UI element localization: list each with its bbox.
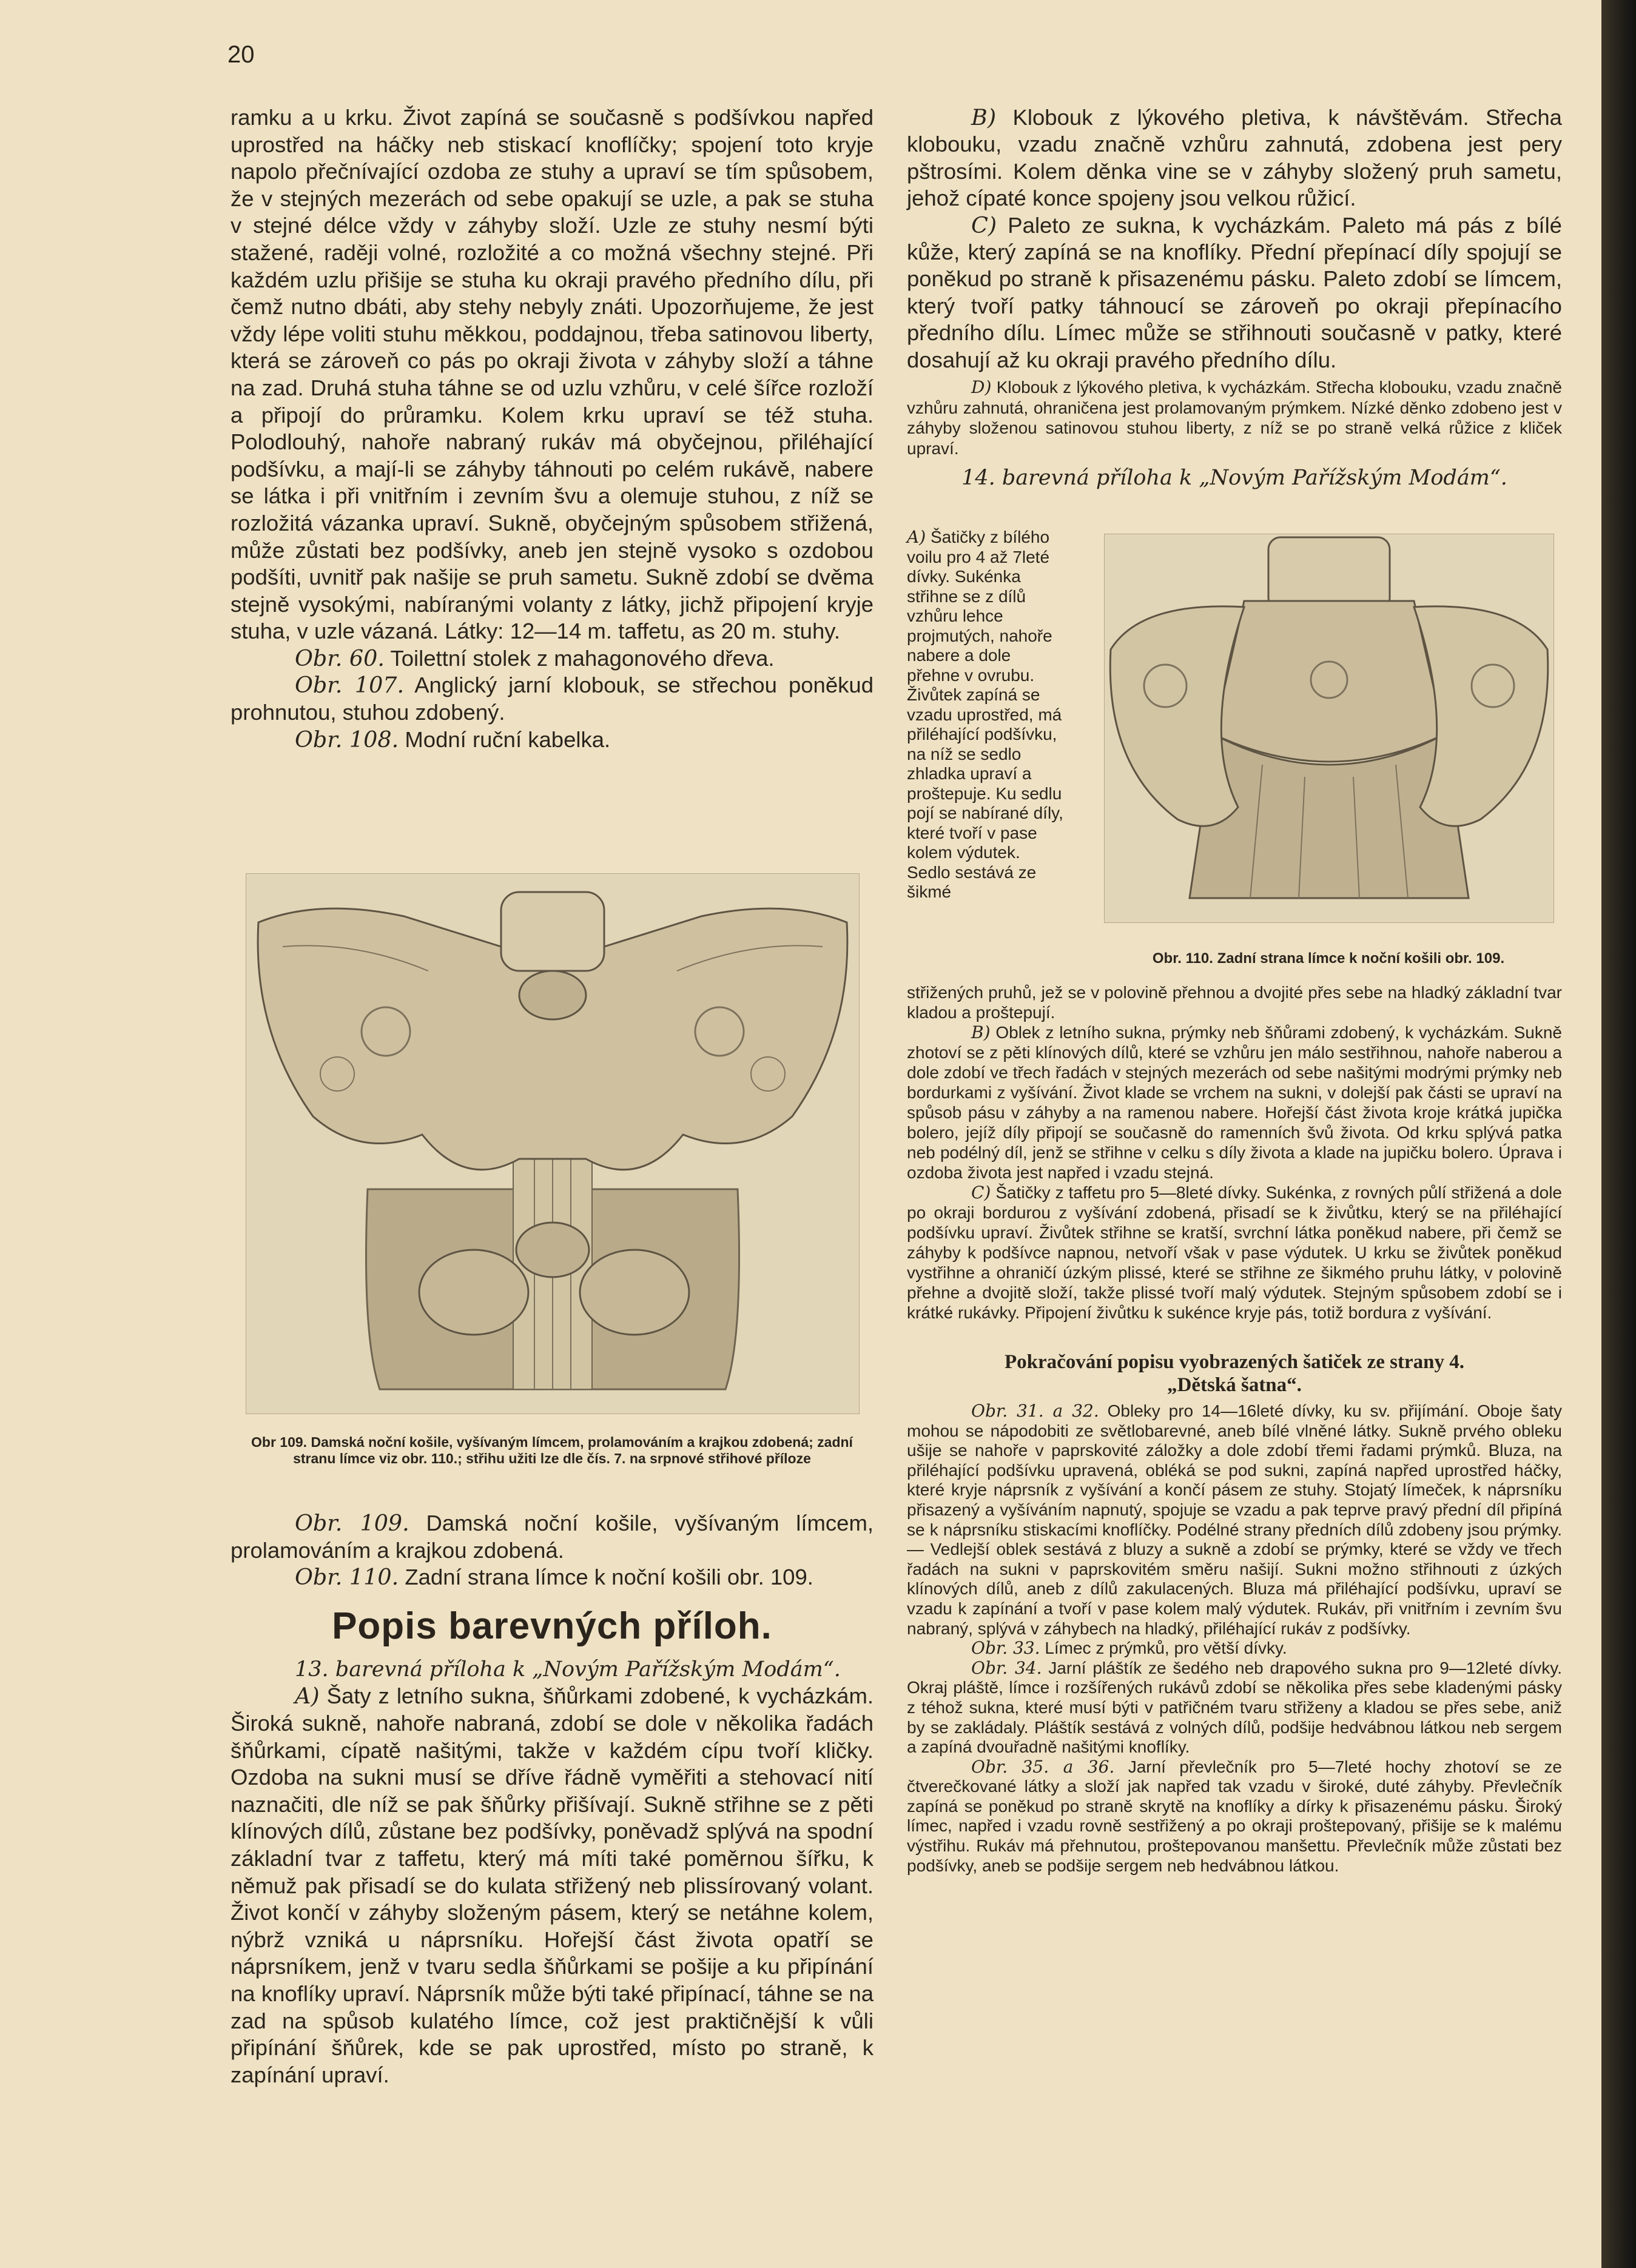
left-column-lower bbox=[231, 1510, 874, 2089]
paragraph-obr34 bbox=[907, 1659, 1562, 1757]
page-number: 20 bbox=[227, 41, 255, 68]
paragraph-13C-label: C) bbox=[971, 212, 997, 238]
obr35-text: Jarní převlečník pro 5—7leté hochy zhotoví se ze čtverečkované látky a složí jak napřed tak vzadu v široké, duté záhyby. Převlečník zapíná se poněkud po straně skrytě na knoflíky a dírky k přisazenému pásku. Široký límec, napřed i vzadu rovně sestřižený a po okraji proštepovaný, přišije se k malému výstřihu. Rukáv má přehnutou, proštepovanou manšettu. Převlečník může zůstati bez podšívky, aneb se podšije sergem neb hedvábnou látkou. bbox=[907, 1757, 1563, 1875]
narrow-text-14A bbox=[907, 528, 1068, 902]
caption-ref-obr60 bbox=[231, 645, 874, 673]
paragraph-13C-text: Paleto ze sukna, k vycházkám. Paleto má pás z bílé kůže, který zapíná se na knoflíky. Přední přepínací díly spojují se poněkud po straně k přisazenému pásku. Paleto zdobí se límcem, který tvoří patky táhnoucí se zároveň po okraji přepínacího předního dílu. Límec může se střihnouti současně v patky, které dosahují až ku okraji pravého předního dílu. bbox=[907, 212, 1562, 372]
paragraph-14A-narrow-text: Šatičky z bílého voilu pro 4 až 7leté dívky. Sukénka střihne se z dílů vzhůru lehce projmutých, nahoře nabere a dole přehne v ovrubu. Živůtek zapíná se vzadu uprostřed, má přiléhající podšívku, na níž se sedlo zhladka upraví a proštepuje. Ku sedlu pojí se nabírané díly, které tvoří v pase kolem výdutek. Sedlo sestává ze šikmé bbox=[907, 528, 1063, 901]
paragraph-13B-text: Klobouk z lýkového pletiva, k návštěvám. Střecha klobouku, vzadu značně vzhůru zahnutá, zdobena jest pery pštrosími. Kolem děnka vine se v záhyby složený pruh sametu, jehož cípaté konce spojeny jsou velkou růžicí. bbox=[907, 105, 1562, 211]
obr110-text: Zadní strana límce k noční košili obr. 109. bbox=[405, 1565, 813, 1590]
figure-110-caption-text: Obr. 110. Zadní strana límce k noční košili obr. 109. bbox=[1152, 950, 1505, 967]
heading-continuation: Pokračování popisu vyobrazených šatiček ze strany 4. bbox=[1004, 1351, 1465, 1373]
paragraph-obr31-32 bbox=[907, 1401, 1562, 1639]
obr107-text: Anglický jarní klobouk, se střechou poněkud prohnutou, stuhou zdobený. bbox=[231, 673, 874, 725]
obr110-label: Obr. 110. bbox=[295, 1564, 399, 1591]
paragraph-14C-text: Šatičky z taffetu pro 5—8leté dívky. Sukénka, z rovných půlí střižená a dole po okraji bordurou z vyšívání zdobená, přisadí se k živůtku, který se na přiléhající podšívku upraví. Živůtek střihne se kratší, svrchní látka poněkud nabere, při čemž se záhyby k podšívce napnou, netvoří však v pase výdutek. U krku se živůtek poněkud vystřihne a ohraničí úzkým plissé, které se střihne ze šikmého pruhu látky, v polovině přehne a dvojitě složí, takže plissé tvoří malý výdutek. Stejným spůsobem zdobí se i krátké rukávky. Připojení živůtku k sukénce kryje pás, totiž bordura z vyšívání. bbox=[907, 1183, 1562, 1322]
obr35-label: Obr. 35. a 36. bbox=[971, 1756, 1115, 1777]
paragraph-14C bbox=[907, 1183, 1562, 1323]
subheading-14: 14. barevná příloha k „Novým Pařížským Modám“. bbox=[961, 466, 1507, 491]
figure-109-nightgown-illustration bbox=[246, 873, 860, 1414]
obr109-text: Damská noční košile, vyšívaným límcem, prolamováním a krajkou zdobená. bbox=[231, 1511, 874, 1563]
obr34-label: Obr. 34. bbox=[971, 1657, 1042, 1678]
figure-109-caption-text: Obr 109. Damská noční košile, vyšívaným límcem, prolamováním a krajkou zdobená; zadní stranu límce viz obr. 110.; střihu užiti lze dle čís. 7. na srpnové střihové příloze bbox=[251, 1434, 853, 1466]
obr108-text: Modní ruční kabelka. bbox=[405, 726, 611, 752]
obr60-text: Toilettní stolek z mahagonového dřeva. bbox=[390, 645, 775, 671]
paragraph-13B-label: B) bbox=[971, 104, 997, 130]
obr60-label: Obr. 60. bbox=[295, 645, 385, 671]
paragraph-13B bbox=[907, 104, 1562, 212]
caption-ref-obr109 bbox=[231, 1510, 874, 1564]
obr31-text: Obleky pro 14—16leté dívky, ku sv. přijímání. Oboje šaty mohou se nápodobiti ze světlobarevné, aneb bílé vlněné látky. Sukně prvého obleku ušije se nahoře v paprskovité záložky a dole zdobí třemi řadami prýmků. Bluza, na přiléhající podšívku upravená, obléká se pod sukni, zapíná napřed uprostřed háčky, které kryje náprsník z vyšívání a končí pásem ze stuhy. Stojatý límeček, k náprsníku přisazený a vyšíváním napnutý, spojuje se vzadu a pak teprve pravý přední díl připíná se k náprsníku stiskacími knoflíčky. Podélné strany předních dílů zdobeny jsou prýmky. — Vedlejší oblek sestává z bluzy a sukně a zdobí se prýmky, které se vždy ve třech řadách na sukni v paprskovitém směru našijí. Sukni možno střihnouti z úzkých klínových dílů, aneb z dílů zakulacených. Bluza má přiléhající podšívku, upraví se vzadu k zapínání a tvoří v pase kolem malý výdutek. Rukáv, při vnitřním i zevním švu nabraný, splývá v záhybech na hladký, přiléhající rukáv z podšívky. bbox=[907, 1401, 1563, 1638]
paragraph-14B bbox=[907, 1022, 1562, 1183]
paragraph-14C-label: C) bbox=[971, 1183, 991, 1203]
paragraph-13A-label: A) bbox=[295, 1683, 320, 1709]
paragraph-14A-label: A) bbox=[907, 527, 926, 547]
obr33-label: Obr. 33. bbox=[971, 1638, 1040, 1659]
paragraph-14A-narrow bbox=[907, 528, 1068, 902]
subheading-13: 13. barevná příloha k „Novým Pařížským Modám“. bbox=[295, 1657, 841, 1682]
paragraph-13C bbox=[907, 212, 1562, 374]
paragraph-13D-label: D) bbox=[971, 377, 992, 398]
obr31-label: Obr. 31. a 32. bbox=[971, 1401, 1099, 1421]
paragraph-13A bbox=[231, 1683, 874, 2089]
figure-109-caption bbox=[231, 1434, 874, 1467]
obr33-text: Límec z prýmků, pro větší dívky. bbox=[1045, 1639, 1287, 1658]
obr109-label: Obr. 109. bbox=[295, 1510, 409, 1536]
paragraph-14B-label: B) bbox=[971, 1022, 991, 1042]
right-column-lower bbox=[907, 982, 1562, 1876]
section-heading-barevne-prilohy: Popis barevných příloh. bbox=[332, 1605, 772, 1647]
caption-ref-obr110 bbox=[231, 1564, 874, 1591]
paragraph-13D-text: Klobouk z lýkového pletiva, k vycházkám. Střecha klobouku, vzadu značně vzhůru zahnutá, ohraničena jest prolamovaným prýmkem. Nízké děnko zdobeno jest v záhyby složenou satinovou stuhou liberty, z níž se po straně velká růžice z kliček upraví. bbox=[907, 378, 1563, 458]
figure-110-collar-back-illustration bbox=[1104, 534, 1554, 923]
obr107-label: Obr. 107. bbox=[295, 672, 405, 699]
paragraph-14A-continued: střižených pruhů, jež se v polovině přehnou a dvojité přes sebe na hladký základní tvar kladou a proštepují. bbox=[907, 983, 1562, 1022]
obr34-text: Jarní pláštík ze šedého neb drapového sukna pro 9—12leté dívky. Okraj pláště, límce i rozšířených rukávů zdobí se několika přes sebe kladenými pásky z téhož sukna, které musí býti v patřičném tvaru střiženy a kladou se přes sebe, aniž by se zakládaly. Pláštík sestává z volných dílů, podšije hedvábnou látkou neb sergem a zapíná dvouřadně našitými knoflíky. bbox=[907, 1658, 1562, 1757]
paragraph-obr33 bbox=[907, 1639, 1562, 1659]
paragraph-obr35-36 bbox=[907, 1757, 1562, 1876]
page-binding-edge bbox=[1601, 0, 1636, 2268]
paragraph-13D bbox=[907, 377, 1562, 458]
paragraph-13A-text: Šaty z letního sukna, šňůrkami zdobené, k vycházkám. Široká sukně, nahoře nabraná, zdobí se dole v několika řadách šňůrkami, cípatě našitými, takže v každém cípu tvoří kličky. Ozdoba na sukni musí se dříve řádně vyměřiti a stehovací nití naznačiti, dle níž se pak šňůrky přišívají. Sukně střihne se z pěti klínových dílů, zůstane bez podšívky, poněvadž splývá na spodní základní tvar z taffetu, který má míti také poměrnou šířku, k němuž pak přisadí se do kulata střižený neb plissírovaný volant. Život končí v záhyby složeným pásem, který se netáhne kolem, nýbrž vzniká u náprsníku. Hořejší část života opatří se náprsníkem, jenž v tvaru sedla šňůrkami se pošije a ku připínání na knoflíky upraví. Náprsník může býti také připínací, táhne se na zad na spůsob kulatého límce, což jest praktičnější k vůli připínání šňůrek, kde se pak uprostřed, místo po straně, k zapínání upraví. bbox=[231, 1683, 874, 2087]
figure-110-caption bbox=[1110, 950, 1547, 967]
right-column bbox=[907, 104, 1562, 491]
left-paragraph-1: ramku a u krku. Život zapíná se současně s podšívkou napřed uprostřed na háčky neb stiskací knoflíčky; spojení toto kryje napolo přečnívající ozdoba ze stuhy a upraví se tím spůsobem, že v stejných mezerách od sebe opakují se uzle, a pak se stuha v stejné délce vždy v záhyby složí. Uzle ze stuhy nesmí býti stažené, raději volné, rozložité a co možná všechny stejné. Při každém uzlu přišije se stuha ku okraji pravého předního dílu, při čemž nutno dbáti, aby stehy nebyly znáti. Upozorňujeme, že jest vždy lépe voliti stuhu měkkou, poddajnou, třeba satinovou liberty, která se zároveň co pás po okraji života v záhyby složí a táhne na zad. Druhá stuha táhne se od uzlu vzhůru, v celé šířce rozloží a připojí do průramku. Kolem krku upraví se též stuha. Polodlouhý, nahoře nabraný rukáv má obyčejnou, přiléhající podšívku, a mají-li se záhyby táhnouti po celém rukávě, nabere se látka i při vnitřním i zevním švu a olemuje stuhou, z níž se rozložitá vázanka upraví. Sukně, obyčejným spůsobem střižená, může zůstati bez podšívky, aneb jen stejně vysoko s ozdobou podšíti, uvnitř pak našije se pruh sametu. Sukně zdobí se dvěma stejně vysokými, nabíranými volanty z látky, jichž připojení kryje stuha, v uzle vázaná. Látky: 12—14 m. taffetu, as 20 m. stuhy. bbox=[231, 105, 874, 644]
caption-ref-obr107 bbox=[231, 672, 874, 726]
obr108-label: Obr. 108. bbox=[295, 726, 399, 753]
paragraph-14B-text: Oblek z letního sukna, prýmky neb šňůrami zdobený, k vycházkám. Sukně zhotoví se z pěti klínových dílů, které se vzhůru jen málo sestřihnou, nahoře naberou a dole zdobí ve třech řadách v stejných mezerách od sebe našitými modrými prýmky neb bordurkami z vyšívání. Život klade se vrchem na sukni, v dolejší pak části se upraví na spůsob pásu v záhyby a na ramenou nabere. Hořejší část života kroje krátká jupička bolero, jejíž díly připojí se současně do ramenních švů života. Od krku splývá patka neb podélný díl, jenž se střihne v celku s díly života a klade na jupičku bolero. Úprava i ozdoba života jest napřed i vzadu stejná. bbox=[907, 1023, 1562, 1182]
heading-detska-satna: „Dětská šatna“. bbox=[1167, 1374, 1302, 1396]
left-column bbox=[231, 104, 874, 753]
caption-ref-obr108 bbox=[231, 726, 874, 754]
